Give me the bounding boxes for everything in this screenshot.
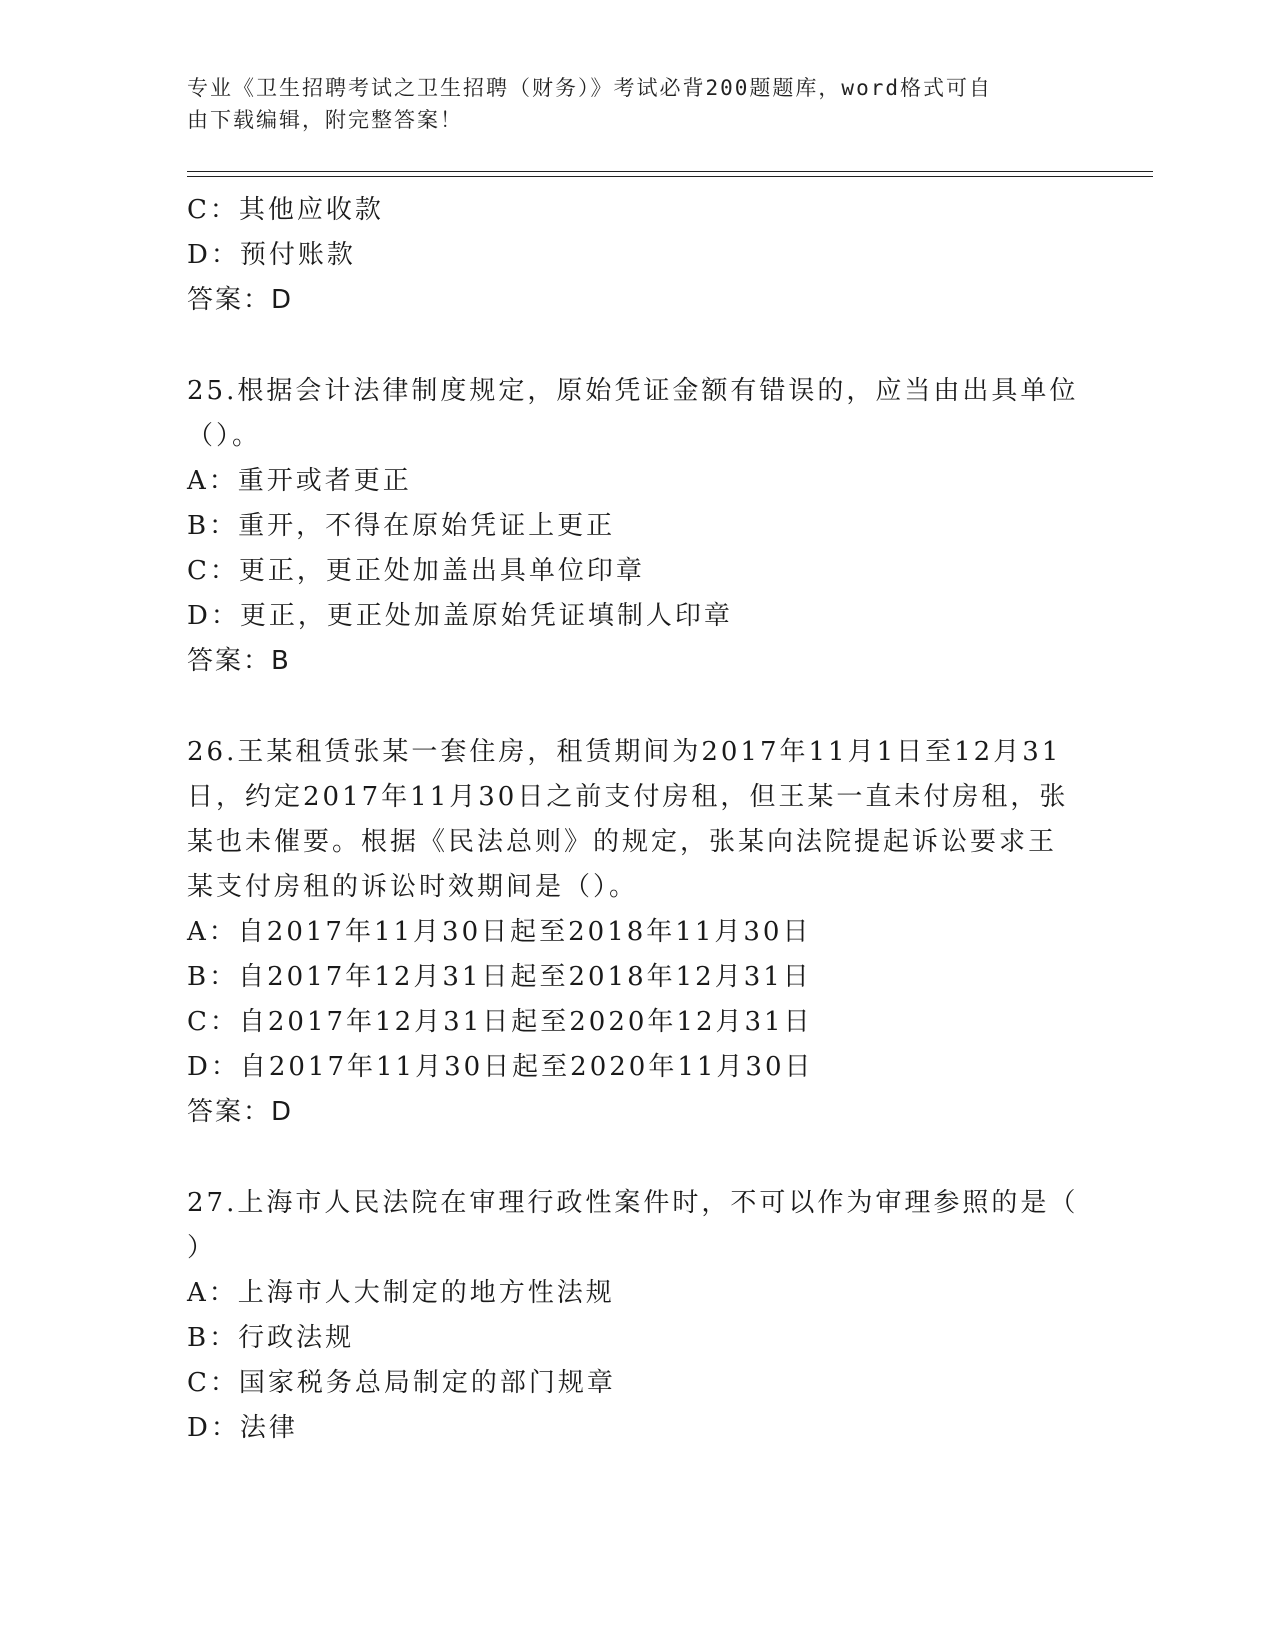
option-b: B：自2017年12月31日起至2018年12月31日 [187, 962, 812, 992]
question-text-line: ） [187, 1233, 217, 1263]
option-a: A：自2017年11月30日起至2018年11月30日 [187, 917, 812, 947]
option-c: C：其他应收款 [187, 195, 384, 225]
spacer [187, 1135, 1087, 1181]
question-text-line: 25.根据会计法律制度规定，原始凭证金额有错误的，应当由出具单位 [187, 376, 1079, 406]
answer: 答案：D [187, 1097, 294, 1127]
question-text-line: （）。 [187, 421, 262, 451]
question-24-tail [187, 188, 1087, 323]
option-d: D：预付账款 [187, 240, 356, 270]
question-26 [187, 730, 1087, 1135]
answer: 答案：D [187, 285, 294, 315]
question-text-line: 日，约定2017年11月30日之前支付房租，但王某一直未付房租，张 [187, 782, 1069, 812]
question-text-line: 26.王某租赁张某一套住房，租赁期间为2017年11月1日至12月31 [187, 737, 1062, 767]
option-b: B：重开，不得在原始凭证上更正 [187, 511, 616, 541]
question-text-line: 某也未催要。根据《民法总则》的规定，张某向法院提起诉讼要求王 [187, 827, 1058, 857]
option-d: D：自2017年11月30日起至2020年11月30日 [187, 1052, 814, 1082]
option-b: B：行政法规 [187, 1323, 355, 1353]
question-25 [187, 369, 1087, 684]
question-27 [187, 1181, 1087, 1451]
spacer [187, 323, 1087, 369]
question-text-line: 某支付房租的诉讼时效期间是（）。 [187, 872, 639, 902]
option-a: A：上海市人大制定的地方性法规 [187, 1278, 615, 1308]
spacer [187, 684, 1087, 730]
option-c: C：自2017年12月31日起至2020年12月31日 [187, 1007, 813, 1037]
header-divider-top [187, 171, 1153, 172]
header-line-2: 由下载编辑，附完整答案！ [187, 108, 463, 132]
option-c: C：国家税务总局制定的部门规章 [187, 1368, 616, 1398]
option-d: D：更正，更正处加盖原始凭证填制人印章 [187, 601, 733, 631]
question-text-line: 27.上海市人民法院在审理行政性案件时，不可以作为审理参照的是（ [187, 1188, 1079, 1218]
option-a: A：重开或者更正 [187, 466, 412, 496]
header-divider-bottom [187, 176, 1153, 177]
question-list [187, 188, 1087, 1451]
document-header [187, 72, 1067, 136]
header-line-1: 专业《卫生招聘考试之卫生招聘（财务）》考试必背200题题库，word格式可自 [187, 76, 992, 100]
answer: 答案：B [187, 646, 291, 676]
option-c: C：更正，更正处加盖出具单位印章 [187, 556, 645, 586]
option-d: D：法律 [187, 1413, 298, 1443]
